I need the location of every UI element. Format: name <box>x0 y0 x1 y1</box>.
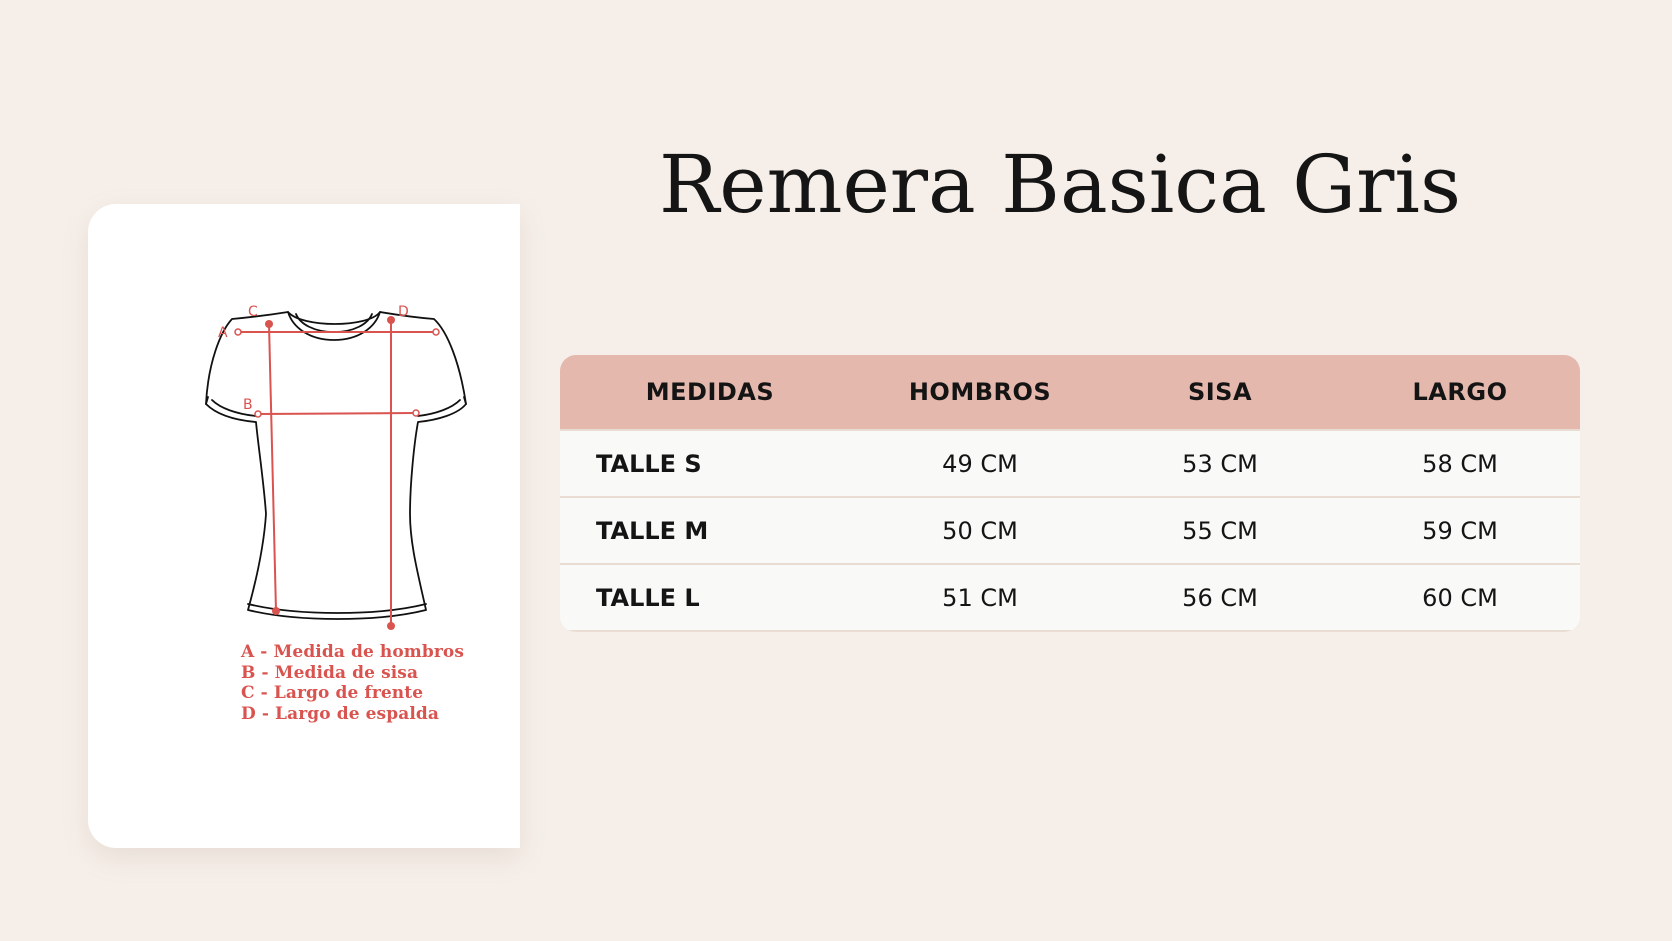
largo-value: 59 CM <box>1422 516 1498 545</box>
table-header <box>560 355 1580 429</box>
legend-item-b: B - Medida de sisa <box>241 662 419 683</box>
measurement-points <box>265 316 395 630</box>
label-c: C <box>248 304 258 320</box>
measurement-legend <box>241 642 464 724</box>
header-sisa: SISA <box>1187 378 1253 406</box>
legend-item-c: C - Largo de frente <box>241 683 424 703</box>
legend-item-a: A - Medida de hombros <box>241 642 465 662</box>
row-label: TALLE S <box>596 449 702 478</box>
hombros-value: 51 CM <box>942 583 1018 612</box>
label-a: A <box>218 325 228 341</box>
tshirt-icon <box>206 312 466 619</box>
measurement-lines <box>238 320 436 626</box>
tshirt-measurement-diagram <box>88 204 520 848</box>
hombros-value: 50 CM <box>942 516 1018 545</box>
measurement-endpoints <box>235 329 439 417</box>
table-row <box>560 563 1580 632</box>
sisa-value: 56 CM <box>1182 583 1258 612</box>
label-d: D <box>398 304 409 320</box>
label-b: B <box>243 397 253 413</box>
sisa-value: 53 CM <box>1182 449 1258 478</box>
table-row <box>560 429 1580 496</box>
sisa-value: 55 CM <box>1182 516 1258 545</box>
size-guide-card <box>88 204 520 848</box>
size-table <box>560 355 1580 632</box>
header-hombros: HOMBROS <box>908 378 1052 406</box>
largo-value: 60 CM <box>1422 583 1498 612</box>
row-label: TALLE M <box>596 516 709 545</box>
legend-item-d: D - Largo de espalda <box>241 703 439 724</box>
row-label: TALLE L <box>596 583 700 612</box>
page-title: Remera Basica Gris <box>659 138 1461 231</box>
hombros-value: 49 CM <box>942 449 1018 478</box>
header-largo: LARGO <box>1412 378 1508 406</box>
header-medidas: MEDIDAS <box>645 378 775 406</box>
largo-value: 58 CM <box>1422 449 1498 478</box>
table-row <box>560 496 1580 563</box>
